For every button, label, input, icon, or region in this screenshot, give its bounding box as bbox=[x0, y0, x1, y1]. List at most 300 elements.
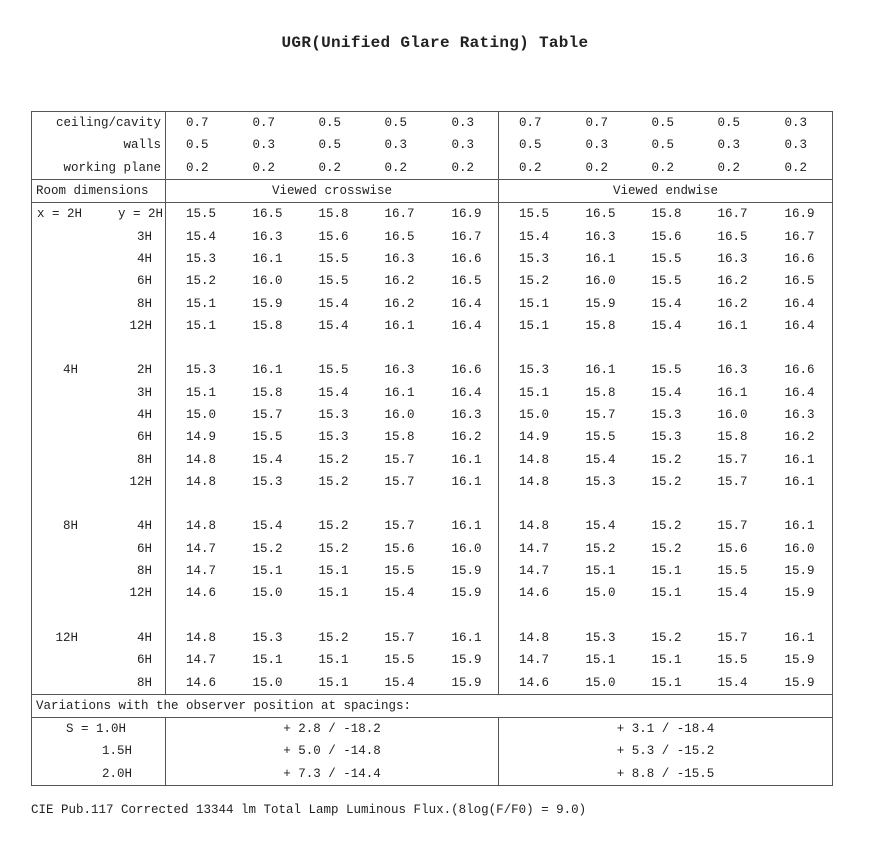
ugr-value: 16.1 bbox=[585, 251, 616, 266]
ugr-value: 15.1 bbox=[519, 385, 550, 400]
ugr-value: 15.9 bbox=[765, 582, 833, 604]
y-dimension: 2H bbox=[136, 363, 152, 378]
ugr-value: 16.3 bbox=[717, 251, 748, 266]
ugr-value: 14.8 bbox=[519, 519, 550, 534]
ugr-value: 15.8 bbox=[717, 430, 748, 445]
ugr-value: 14.6 bbox=[186, 586, 217, 601]
variation-row bbox=[32, 763, 833, 786]
y-dimension: 6H bbox=[136, 430, 152, 445]
ugr-value: 16.1 bbox=[717, 318, 748, 333]
ugr-value: 14.8 bbox=[519, 452, 550, 467]
reflectance-cell: 0.3 bbox=[765, 134, 833, 156]
ugr-value: 16.5 bbox=[432, 270, 499, 292]
ugr-value: 15.3 bbox=[519, 363, 550, 378]
ugr-value: 15.3 bbox=[318, 408, 349, 422]
viewed-crosswise-label: Viewed crosswise bbox=[166, 179, 499, 202]
ugr-value: 15.7 bbox=[252, 408, 283, 422]
ugr-value: 15.4 bbox=[318, 296, 349, 311]
ugr-value: 15.9 bbox=[765, 649, 833, 671]
ugr-value: 15.3 bbox=[318, 430, 349, 445]
ugr-value: 15.1 bbox=[585, 564, 616, 579]
crosswise-variation: + 2.8 / -18.2 bbox=[166, 718, 499, 741]
ugr-value: 15.5 bbox=[384, 564, 415, 579]
reflectance-cell: 0.2 bbox=[384, 160, 408, 175]
ugr-value: 16.2 bbox=[384, 296, 415, 311]
ugr-value: 15.5 bbox=[384, 653, 415, 668]
ugr-value: 15.5 bbox=[186, 207, 217, 222]
ugr-value: 15.5 bbox=[252, 430, 283, 445]
y-dimension: 12H bbox=[129, 586, 152, 601]
ugr-value: 15.1 bbox=[318, 653, 349, 668]
ugr-value: 16.5 bbox=[384, 229, 415, 244]
ugr-value: 15.3 bbox=[651, 408, 682, 422]
room-dimension-cell bbox=[32, 404, 166, 426]
ugr-value: 15.2 bbox=[651, 519, 682, 534]
ugr-value: 16.6 bbox=[765, 359, 833, 381]
ugr-value: 14.9 bbox=[186, 430, 217, 445]
reflectance-cell: 0.5 bbox=[186, 138, 209, 153]
reflectance-cell: 0.5 bbox=[318, 138, 342, 153]
ugr-value: 14.8 bbox=[186, 474, 217, 489]
ugr-value: 15.2 bbox=[651, 452, 682, 467]
ugr-value: 16.1 bbox=[765, 448, 833, 470]
ugr-value: 15.5 bbox=[651, 363, 682, 378]
spacer-cell bbox=[32, 605, 166, 627]
ugr-value: 15.2 bbox=[318, 519, 349, 534]
ugr-value: 15.4 bbox=[585, 452, 616, 467]
room-dimension-cell bbox=[32, 538, 166, 560]
table-row bbox=[32, 515, 833, 537]
reflectance-cell: 0.2 bbox=[585, 160, 609, 175]
table-row bbox=[32, 382, 833, 404]
ugr-value: 15.7 bbox=[717, 519, 748, 534]
table-row bbox=[32, 471, 833, 493]
y-dimension: 3H bbox=[136, 229, 152, 244]
ugr-value: 15.9 bbox=[432, 582, 499, 604]
ugr-value: 16.9 bbox=[432, 203, 499, 226]
room-dimension-cell bbox=[32, 560, 166, 582]
ugr-value: 16.0 bbox=[717, 408, 748, 422]
ugr-value: 16.6 bbox=[432, 248, 499, 270]
ugr-value: 16.5 bbox=[252, 207, 283, 222]
room-dimension-cell bbox=[32, 515, 166, 537]
ugr-value: 15.8 bbox=[585, 385, 616, 400]
ugr-value: 16.0 bbox=[432, 538, 499, 560]
room-dimension-cell bbox=[32, 426, 166, 448]
ugr-value: 16.1 bbox=[252, 251, 283, 266]
ugr-value: 16.0 bbox=[252, 274, 283, 289]
header-label: walls bbox=[32, 134, 166, 156]
footer-note: CIE Pub.117 Corrected 13344 lm Total Lamp Luminous Flux.(8log(F/F0) = 9.0) bbox=[31, 803, 587, 817]
ugr-value: 14.8 bbox=[519, 474, 550, 489]
y-dimension: 3H bbox=[136, 385, 152, 400]
header-row-walls bbox=[32, 134, 833, 156]
ugr-value: 15.6 bbox=[651, 229, 682, 244]
reflectance-cell: 0.7 bbox=[499, 112, 566, 135]
ugr-value: 15.7 bbox=[384, 519, 415, 534]
table-row bbox=[32, 426, 833, 448]
table-row bbox=[32, 225, 833, 247]
ugr-value: 16.9 bbox=[765, 203, 833, 226]
room-dimension-cell bbox=[32, 448, 166, 470]
spacer-cell bbox=[32, 337, 166, 359]
ugr-value: 16.4 bbox=[432, 292, 499, 314]
ugr-value: 15.7 bbox=[585, 408, 616, 422]
header-label: ceiling/cavity bbox=[32, 112, 166, 135]
ugr-value: 14.6 bbox=[186, 675, 217, 690]
reflectance-cell: 0.7 bbox=[166, 112, 233, 135]
room-dimension-cell bbox=[32, 359, 166, 381]
ugr-value: 15.4 bbox=[252, 452, 283, 467]
ugr-value: 15.3 bbox=[519, 251, 550, 266]
ugr-value: 15.1 bbox=[318, 675, 349, 690]
ugr-value: 15.3 bbox=[186, 363, 217, 378]
table-row bbox=[32, 270, 833, 292]
ugr-value: 15.5 bbox=[717, 653, 748, 668]
reflectance-cell: 0.2 bbox=[252, 160, 276, 175]
y-dimension: y = 2H bbox=[117, 207, 163, 222]
ugr-value: 16.4 bbox=[765, 382, 833, 404]
ugr-value: 15.1 bbox=[651, 586, 682, 601]
y-dimension: 4H bbox=[136, 630, 152, 645]
ugr-value: 15.6 bbox=[318, 229, 349, 244]
ugr-value: 15.8 bbox=[318, 207, 349, 222]
reflectance-cell: 0.5 bbox=[698, 112, 765, 135]
reflectance-cell: 0.3 bbox=[432, 112, 499, 135]
ugr-value: 16.4 bbox=[432, 382, 499, 404]
ugr-value: 15.6 bbox=[717, 541, 748, 556]
header-row-ceiling bbox=[32, 112, 833, 135]
ugr-value: 14.6 bbox=[519, 586, 550, 601]
reflectance-cell: 0.2 bbox=[651, 160, 675, 175]
variations-label: Variations with the observer position at spacings: bbox=[32, 694, 833, 717]
ugr-value: 16.2 bbox=[717, 274, 748, 289]
ugr-value: 16.2 bbox=[717, 296, 748, 311]
ugr-value: 15.1 bbox=[252, 564, 283, 579]
ugr-value: 16.0 bbox=[585, 274, 616, 289]
ugr-value: 15.9 bbox=[432, 649, 499, 671]
ugr-value: 15.1 bbox=[186, 296, 217, 311]
ugr-value: 15.8 bbox=[252, 318, 283, 333]
reflectance-cell: 0.3 bbox=[252, 138, 276, 153]
ugr-value: 15.4 bbox=[651, 318, 682, 333]
ugr-value: 15.0 bbox=[252, 675, 283, 690]
ugr-value: 16.0 bbox=[765, 538, 833, 560]
ugr-value: 16.1 bbox=[384, 318, 415, 333]
spacing-label: 1.5H bbox=[32, 740, 166, 762]
table-row bbox=[32, 203, 833, 226]
spacer-cell bbox=[166, 337, 499, 359]
table-row bbox=[32, 627, 833, 649]
ugr-value: 15.2 bbox=[318, 630, 349, 645]
y-dimension: 8H bbox=[136, 452, 152, 467]
ugr-value: 16.3 bbox=[384, 251, 415, 266]
ugr-value: 16.1 bbox=[432, 471, 499, 493]
ugr-value: 15.4 bbox=[384, 586, 415, 601]
ugr-value: 16.1 bbox=[765, 515, 833, 537]
ugr-value: 15.9 bbox=[252, 296, 283, 311]
room-dimension-cell bbox=[32, 270, 166, 292]
ugr-value: 16.3 bbox=[585, 229, 616, 244]
group-spacer bbox=[32, 605, 833, 627]
spacer-cell bbox=[166, 605, 499, 627]
ugr-value: 14.8 bbox=[186, 630, 217, 645]
reflectance-cell: 0.2 bbox=[318, 160, 342, 175]
room-dimension-cell bbox=[32, 471, 166, 493]
ugr-value: 16.3 bbox=[384, 363, 415, 378]
endwise-variation: + 5.3 / -15.2 bbox=[499, 740, 833, 762]
table-row bbox=[32, 671, 833, 694]
reflectance-cell: 0.2 bbox=[432, 157, 499, 180]
ugr-value: 15.2 bbox=[651, 541, 682, 556]
ugr-value: 15.0 bbox=[585, 586, 616, 601]
table-row bbox=[32, 315, 833, 337]
y-dimension: 8H bbox=[136, 564, 152, 579]
table-row bbox=[32, 248, 833, 270]
ugr-value: 15.7 bbox=[384, 474, 415, 489]
ugr-value: 15.1 bbox=[585, 653, 616, 668]
reflectance-cell: 0.5 bbox=[519, 138, 542, 153]
ugr-value: 15.2 bbox=[318, 541, 349, 556]
ugr-value: 16.4 bbox=[765, 292, 833, 314]
ugr-value: 15.7 bbox=[384, 452, 415, 467]
ugr-value: 15.1 bbox=[318, 586, 349, 601]
ugr-value: 16.7 bbox=[432, 225, 499, 247]
ugr-value: 14.7 bbox=[519, 564, 550, 579]
y-dimension: 6H bbox=[136, 653, 152, 668]
ugr-value: 16.5 bbox=[585, 207, 616, 222]
x-dimension: x = 2H bbox=[37, 207, 83, 222]
ugr-value: 15.5 bbox=[318, 274, 349, 289]
ugr-value: 16.1 bbox=[585, 363, 616, 378]
y-dimension: 12H bbox=[129, 474, 152, 489]
ugr-value: 15.4 bbox=[384, 675, 415, 690]
ugr-value: 15.2 bbox=[585, 541, 616, 556]
ugr-value: 15.9 bbox=[585, 296, 616, 311]
ugr-value: 15.5 bbox=[318, 363, 349, 378]
spacer-cell bbox=[499, 337, 833, 359]
ugr-value: 15.1 bbox=[186, 385, 217, 400]
reflectance-cell: 0.2 bbox=[717, 160, 741, 175]
ugr-value: 16.5 bbox=[717, 229, 748, 244]
spacing-label: S = 1.0H bbox=[32, 718, 166, 741]
table-row bbox=[32, 560, 833, 582]
ugr-value: 15.2 bbox=[318, 452, 349, 467]
ugr-value: 14.8 bbox=[186, 519, 217, 534]
ugr-value: 16.1 bbox=[717, 385, 748, 400]
y-dimension: 8H bbox=[136, 296, 152, 311]
ugr-value: 15.1 bbox=[519, 296, 550, 311]
ugr-value: 16.3 bbox=[252, 229, 283, 244]
ugr-value: 14.7 bbox=[186, 564, 217, 579]
ugr-value: 15.4 bbox=[186, 229, 217, 244]
ugr-value: 16.1 bbox=[765, 627, 833, 649]
ugr-value: 16.3 bbox=[765, 404, 833, 426]
ugr-value: 16.4 bbox=[765, 315, 833, 337]
room-dimension-cell bbox=[32, 292, 166, 314]
reflectance-cell: 0.5 bbox=[632, 112, 698, 135]
room-dimension-cell bbox=[32, 225, 166, 247]
room-dimension-cell bbox=[32, 315, 166, 337]
y-dimension: 12H bbox=[129, 318, 152, 333]
ugr-value: 15.8 bbox=[585, 318, 616, 333]
ugr-value: 15.2 bbox=[651, 630, 682, 645]
ugr-value: 16.1 bbox=[252, 363, 283, 378]
spacer-cell bbox=[499, 493, 833, 515]
y-dimension: 4H bbox=[136, 251, 152, 266]
ugr-value: 16.2 bbox=[432, 426, 499, 448]
table-row bbox=[32, 292, 833, 314]
ugr-value: 15.7 bbox=[384, 630, 415, 645]
ugr-value: 15.7 bbox=[717, 630, 748, 645]
reflectance-cell: 0.7 bbox=[233, 112, 299, 135]
reflectance-cell: 0.7 bbox=[566, 112, 632, 135]
x-dimension: 4H bbox=[62, 363, 78, 378]
ugr-value: 14.8 bbox=[519, 630, 550, 645]
ugr-value: 16.0 bbox=[384, 408, 415, 422]
ugr-value: 16.7 bbox=[765, 225, 833, 247]
room-dimension-cell bbox=[32, 248, 166, 270]
ugr-value: 15.4 bbox=[318, 385, 349, 400]
ugr-value: 16.4 bbox=[432, 315, 499, 337]
variation-row bbox=[32, 718, 833, 741]
ugr-value: 15.9 bbox=[765, 560, 833, 582]
ugr-value: 15.4 bbox=[585, 519, 616, 534]
ugr-value: 15.5 bbox=[651, 251, 682, 266]
ugr-value: 16.7 bbox=[717, 207, 748, 222]
group-spacer bbox=[32, 493, 833, 515]
ugr-value: 16.5 bbox=[765, 270, 833, 292]
ugr-value: 15.8 bbox=[651, 207, 682, 222]
ugr-value: 14.8 bbox=[186, 452, 217, 467]
reflectance-cell: 0.5 bbox=[651, 138, 675, 153]
ugr-value: 15.9 bbox=[765, 671, 833, 694]
ugr-value: 16.1 bbox=[432, 627, 499, 649]
ugr-value: 16.2 bbox=[384, 274, 415, 289]
header-row-working bbox=[32, 157, 833, 180]
ugr-value: 15.3 bbox=[585, 474, 616, 489]
y-dimension: 4H bbox=[136, 408, 152, 422]
ugr-value: 15.7 bbox=[717, 474, 748, 489]
table-row bbox=[32, 538, 833, 560]
ugr-value: 16.2 bbox=[765, 426, 833, 448]
ugr-table bbox=[31, 111, 833, 786]
ugr-value: 15.0 bbox=[585, 675, 616, 690]
room-dimension-cell bbox=[32, 671, 166, 694]
endwise-variation: + 3.1 / -18.4 bbox=[499, 718, 833, 741]
spacing-label: 2.0H bbox=[32, 763, 166, 786]
table-row bbox=[32, 404, 833, 426]
reflectance-cell: 0.3 bbox=[585, 138, 609, 153]
y-dimension: 4H bbox=[136, 519, 152, 534]
spacer-cell bbox=[166, 493, 499, 515]
ugr-value: 15.4 bbox=[651, 296, 682, 311]
ugr-value: 15.7 bbox=[717, 452, 748, 467]
table-row bbox=[32, 582, 833, 604]
viewed-endwise-label: Viewed endwise bbox=[499, 179, 833, 202]
room-dimension-cell bbox=[32, 649, 166, 671]
ugr-value: 16.1 bbox=[432, 448, 499, 470]
ugr-value: 15.1 bbox=[186, 318, 217, 333]
ugr-value: 15.2 bbox=[519, 274, 550, 289]
ugr-value: 14.7 bbox=[186, 653, 217, 668]
ugr-value: 15.1 bbox=[651, 675, 682, 690]
ugr-value: 15.8 bbox=[384, 430, 415, 445]
ugr-value: 15.4 bbox=[252, 519, 283, 534]
ugr-value: 16.3 bbox=[432, 404, 499, 426]
room-dimension-cell bbox=[32, 203, 166, 226]
reflectance-cell: 0.3 bbox=[717, 138, 741, 153]
ugr-value: 16.6 bbox=[432, 359, 499, 381]
ugr-value: 15.3 bbox=[651, 430, 682, 445]
ugr-value: 15.5 bbox=[717, 564, 748, 579]
ugr-value: 15.6 bbox=[384, 541, 415, 556]
ugr-value: 15.4 bbox=[717, 675, 748, 690]
ugr-value: 15.5 bbox=[318, 251, 349, 266]
ugr-value: 14.7 bbox=[519, 541, 550, 556]
room-dimension-cell bbox=[32, 627, 166, 649]
crosswise-variation: + 7.3 / -14.4 bbox=[166, 763, 499, 786]
table-row bbox=[32, 359, 833, 381]
ugr-value: 16.6 bbox=[765, 248, 833, 270]
ugr-value: 15.2 bbox=[186, 274, 217, 289]
room-dimension-cell bbox=[32, 382, 166, 404]
ugr-value: 15.4 bbox=[717, 586, 748, 601]
room-dimension-cell bbox=[32, 582, 166, 604]
ugr-value: 15.9 bbox=[432, 671, 499, 694]
reflectance-cell: 0.5 bbox=[365, 112, 432, 135]
ugr-value: 15.1 bbox=[651, 653, 682, 668]
x-dimension: 8H bbox=[62, 519, 78, 534]
endwise-variation: + 8.8 / -15.5 bbox=[499, 763, 833, 786]
ugr-value: 16.1 bbox=[765, 471, 833, 493]
page-title: UGR(Unified Glare Rating) Table bbox=[281, 34, 589, 52]
y-dimension: 6H bbox=[136, 541, 152, 556]
reflectance-cell: 0.2 bbox=[186, 160, 209, 175]
ugr-value: 14.6 bbox=[519, 675, 550, 690]
ugr-value: 15.0 bbox=[252, 586, 283, 601]
ugr-value: 16.7 bbox=[384, 207, 415, 222]
room-dimensions-label: Room dimensions bbox=[32, 179, 166, 202]
header-label: working plane bbox=[32, 157, 166, 180]
ugr-value: 15.1 bbox=[318, 564, 349, 579]
variations-header-row bbox=[32, 694, 833, 717]
ugr-value: 15.4 bbox=[519, 229, 550, 244]
ugr-value: 15.3 bbox=[585, 630, 616, 645]
ugr-value: 16.1 bbox=[432, 515, 499, 537]
ugr-value: 15.1 bbox=[252, 653, 283, 668]
table-row bbox=[32, 649, 833, 671]
crosswise-variation: + 5.0 / -14.8 bbox=[166, 740, 499, 762]
y-dimension: 6H bbox=[136, 274, 152, 289]
spacer-cell bbox=[499, 605, 833, 627]
ugr-value: 15.1 bbox=[519, 318, 550, 333]
ugr-value: 15.1 bbox=[651, 564, 682, 579]
reflectance-cell: 0.3 bbox=[432, 134, 499, 156]
x-dimension: 12H bbox=[55, 630, 78, 645]
spacer-cell bbox=[32, 493, 166, 515]
ugr-value: 14.7 bbox=[519, 653, 550, 668]
ugr-value: 15.8 bbox=[252, 385, 283, 400]
ugr-value: 15.2 bbox=[252, 541, 283, 556]
ugr-value: 15.4 bbox=[651, 385, 682, 400]
ugr-value: 14.9 bbox=[519, 430, 550, 445]
y-dimension: 8H bbox=[136, 675, 152, 690]
ugr-value: 15.5 bbox=[519, 207, 550, 222]
ugr-value: 15.4 bbox=[318, 318, 349, 333]
ugr-value: 15.2 bbox=[318, 474, 349, 489]
ugr-value: 15.5 bbox=[585, 430, 616, 445]
